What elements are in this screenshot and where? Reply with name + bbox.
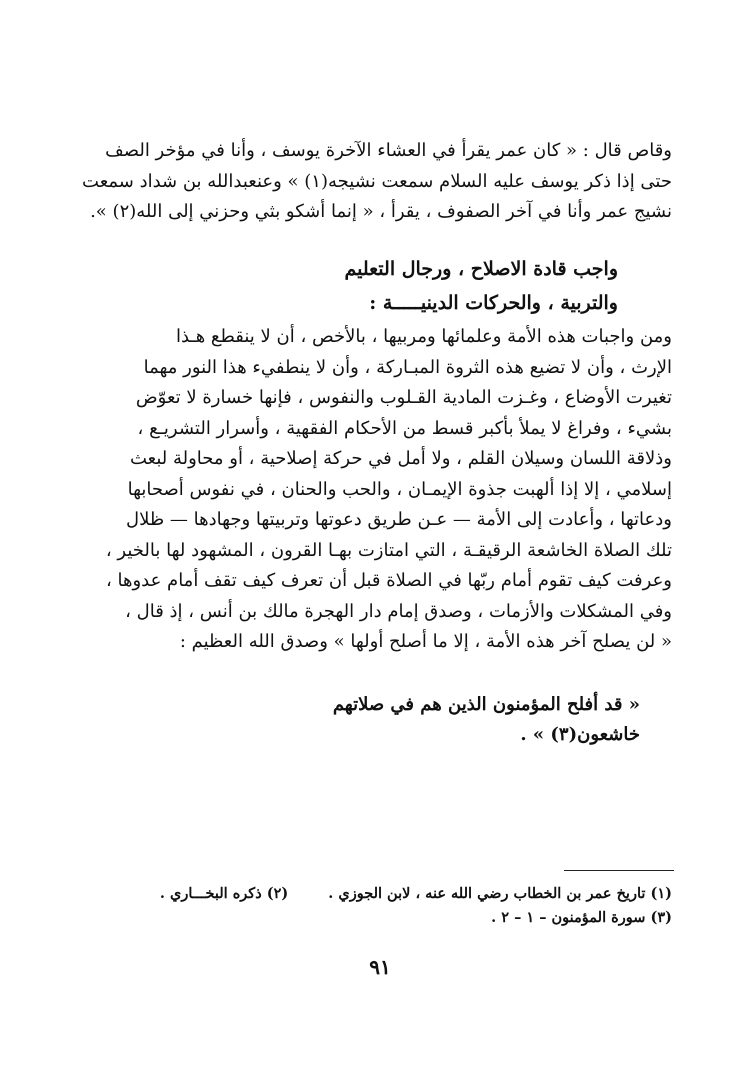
- intro-line: حتى إذا ذكر يوسف عليه السلام سمعت نشيجه(١) » وعنعبدالله بن شداد سمعت: [82, 170, 672, 192]
- footnote-row: [138, 906, 672, 930]
- intro-line: نشيج عمر وأنا في آخر الصفوف ، يقرأ ، « إنما أشكو بثي وحزني إلى الله(٢) ».: [90, 201, 672, 222]
- body-line: ومن واجبات هذه الأمة وعلمائها ومربيها ، بالأخص ، أن لا ينقطع هـذا: [175, 326, 672, 347]
- body-line: تلك الصلاة الخاشعة الرقيقـة ، التي امتازت بهـا القرون ، المشهود لها بالخير ،: [105, 539, 672, 561]
- body-line: الإرث ، وأن لا تضيع هذه الثروة المبـاركة ، وأن لا ينطفيء هذا النور مهما: [143, 356, 672, 378]
- heading-line-1: واجب قادة الاصلاح ، ورجال التعليم: [344, 258, 618, 280]
- intro-line: وقاص قال : « كان عمر يقرأ في العشاء الآخرة يوسف ، وأنا في مؤخر الصف: [105, 140, 672, 161]
- footnote-3: (٣) سورة المؤمنون – ١ – ٢ .: [491, 909, 672, 926]
- heading-line-2: والتربية ، والحركات الدينيـــــة :: [369, 292, 618, 314]
- footnote-divider: [564, 870, 674, 871]
- body-line: إسلامي ، إلا إذا ألهبت جذوة الإيمـان ، والحب والحنان ، في نفوس أصحابها: [127, 478, 672, 500]
- body-line: « لن يصلح آخر هذه الأمة ، إلا ما أصلح أولها » وصدق الله العظيم :: [179, 631, 672, 652]
- footnote-2: (٢) ذكره البخـــاري .: [159, 885, 289, 902]
- body-line: تغيرت الأوضاع ، وغـزت المادية القـلوب والنفوس ، فإنها خسارة لا تعوّض: [135, 387, 672, 408]
- body-line: وعرفت كيف تقوم أمام ربّها في الصلاة قبل أن تعرف كيف تقف أمام عدوها ،: [105, 570, 672, 591]
- body-line: بشيء ، وفراغ لا يملأ بأكبر قسط من الأحكام الفقهية ، وأسرار التشريـع ،: [137, 417, 672, 439]
- footnote-1: (١) تاريخ عمر بن الخطاب رضي الله عنه ، لابن الجوزي .: [328, 885, 672, 902]
- section-heading: [300, 252, 618, 320]
- body-line: ودعاتها ، وأعادت إلى الأمة — عـن طريق دعوتها وتربيتها وجهادها — ظلال: [126, 509, 672, 530]
- footnote-row: [138, 882, 672, 906]
- body-paragraph: [105, 322, 672, 658]
- body-line: وذلاقة اللسان وسيلان القلم ، ولا أمل في حركة إصلاحية ، أو محاولة لبعث: [129, 448, 672, 469]
- page-number: ٩١: [369, 955, 391, 979]
- quran-verse: « قد أفلح المؤمنون الذين هم في صلاتهم خاشعون(٣) » .: [332, 694, 640, 745]
- intro-paragraph: [82, 136, 672, 228]
- body-line: وفي المشكلات والأزمات ، وصدق إمام دار الهجرة مالك بن أنس ، إذ قال ،: [125, 600, 672, 622]
- footnotes: [138, 882, 672, 930]
